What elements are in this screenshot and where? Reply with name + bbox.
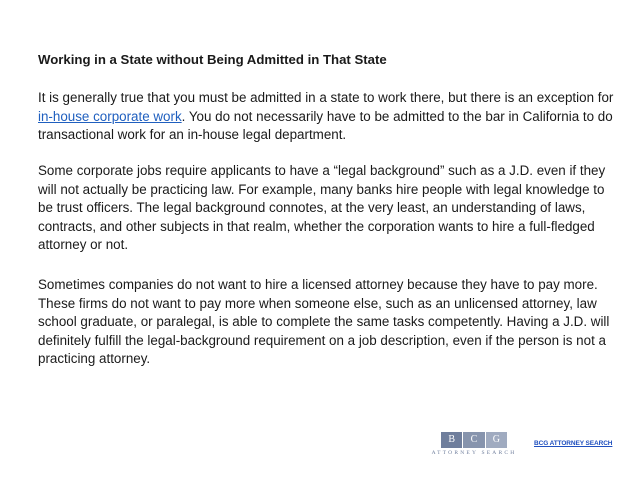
- logo-letter-bar: [441, 432, 507, 448]
- logo-letter-b: B: [441, 432, 462, 448]
- paragraph-1-text-after: . You do not necessarily have to be admitted to the bar in California to do transactional work for an in-house legal department.: [38, 108, 613, 143]
- paragraph-1-text-before: It is generally true that you must be admitted in a state to work there, but there is an exception for: [38, 90, 614, 105]
- logo-subtitle: ATTORNEY SEARCH: [431, 450, 517, 456]
- paragraph-2: Some corporate jobs require applicants to have a “legal background” such as a J.D. even if they will not actually be practicing law. For example, many banks hire people with legal knowledge to be trust officers. The legal background connotes, at the very least, an understanding of laws, contracts, and other subjects in that realm, whether the corporation wants to hire a full-fledged attorney or not.: [38, 163, 606, 253]
- paragraph-3: Sometimes companies do not want to hire a licensed attorney because they have to pay more. These firms do not want to pay more when someone else, such as an unlicensed attorney, law school graduate, or paralegal, is able to complete the same tasks competently. Having a J.D. will definitely fulfill the legal-background requirement on a job description, even if the person is not a practicing attorney.: [38, 277, 610, 367]
- bcg-logo: [429, 432, 519, 462]
- bcg-attorney-search-link[interactable]: BCG ATTORNEY SEARCH: [534, 440, 613, 447]
- page-title: Working in a State without Being Admitted in That State: [38, 52, 387, 67]
- logo-letter-g: G: [486, 432, 507, 448]
- logo-letter-c: C: [463, 432, 484, 448]
- in-house-corporate-work-link[interactable]: in-house corporate work: [38, 108, 182, 124]
- paragraph-1: [38, 89, 618, 145]
